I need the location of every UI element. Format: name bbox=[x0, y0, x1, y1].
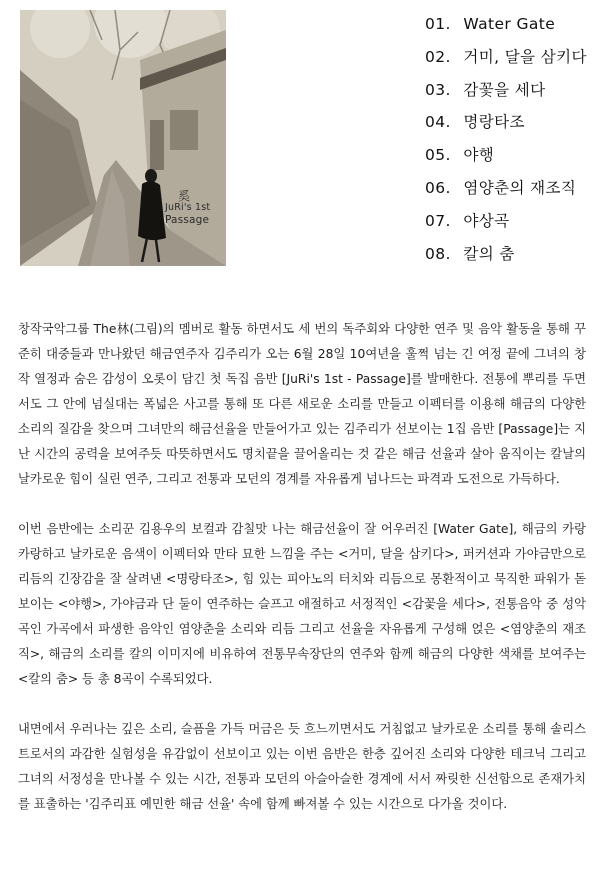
cover-artist-line: JuRi's 1st bbox=[165, 202, 211, 213]
track-item bbox=[425, 109, 587, 142]
track-number: 04. bbox=[425, 113, 451, 132]
track-item bbox=[425, 77, 587, 110]
track-title: 염양춘의 재조직 bbox=[463, 178, 577, 197]
track-number: 01. bbox=[425, 15, 451, 33]
track-list bbox=[425, 11, 587, 273]
track-title: 야행 bbox=[463, 146, 495, 165]
track-number: 05. bbox=[425, 146, 451, 165]
cover-album-line: Passage bbox=[165, 214, 210, 226]
track-number: 06. bbox=[425, 178, 451, 197]
description-paragraph: 이번 음반에는 소리꾼 김용우의 보컬과 감칠맛 나는 해금선율이 잘 어우러진 [Water Gate], 해금의 카랑카랑하고 날카로운 음색이 이펙터와 만타 묘한 느낌을 주는 <거미, 달을 삼키다>, 퍼커션과 가야금만으로 리듬의 긴장감을 잘 살려낸 <명랑타조>, 힘 있는 피아노의 터치와 리듬으로 몽환적이고 묵직한 파워가 돋보이는 <야행>, 가야금과 단 둘이 연주하는 슬프고 애절하고 서정적인 <감꽃을 세다>, 전통음악 중 성악곡인 가곡에서 파생한 음악인 염양춘을 소리와 리듬 그리고 선율을 자유롭게 구성해 얹은 <염양춘의 재조직>, 해금의 소리를 칼의 이미지에 비유하여 전통무속장단의 연주와 함께 해금의 다양한 색채를 보여주는 <칼의 춤> 등 총 8곡이 수록되었다. bbox=[18, 522, 586, 686]
track-item bbox=[425, 208, 587, 241]
track-item bbox=[425, 175, 587, 208]
svg-text:奚: 奚 bbox=[178, 189, 191, 203]
track-title: Water Gate bbox=[463, 15, 556, 33]
track-item bbox=[425, 11, 587, 44]
track-number: 03. bbox=[425, 80, 451, 99]
track-title: 거미, 달을 삼키다 bbox=[463, 47, 587, 66]
track-title: 야상곡 bbox=[463, 211, 510, 230]
track-title: 감꽃을 세다 bbox=[463, 80, 546, 99]
album-cover-photo bbox=[20, 10, 226, 266]
track-item bbox=[425, 142, 587, 175]
track-number: 02. bbox=[425, 47, 451, 66]
album-description bbox=[18, 317, 586, 842]
track-number: 08. bbox=[425, 244, 451, 263]
album-cover-brand bbox=[165, 202, 210, 226]
track-number: 07. bbox=[425, 211, 451, 230]
album-cover bbox=[20, 10, 226, 266]
track-title: 명랑타조 bbox=[463, 113, 525, 132]
track-item bbox=[425, 44, 587, 77]
description-paragraph: 창작국악그룹 The林(그림)의 멤버로 활동 하면서도 세 번의 독주회와 다양한 연주 및 음악 활동을 통해 꾸준히 대중들과 만나왔던 해금연주자 김주리가 오는 6월 28일 10여년을 훌쩍 넘는 긴 여정 끝에 그녀의 창작 열정과 숨은 감성이 오롯이 담긴 첫 독집 음반 [JuRi's 1st - Passage]를 발매한다. 전통에 뿌리를 두면서도 그 안에 넘실대는 폭넓은 사고를 통해 또 다른 새로운 소리를 만들고 이펙터를 이용해 해금의 다양한 소리의 질감을 찾으며 그녀만의 해금선율을 만들어가고 있는 김주리가 선보이는 1집 음반 [Passage]는 지난 시간의 공력을 보여주듯 따뜻하면서도 명치끝을 끌어올리는 것 같은 해금 선율과 살아 움직이는 칼날의 날카로운 힘이 실린 연주, 그리고 전통과 모던의 경계를 자유롭게 넘나드는 파격과 도전으로 가득하다. bbox=[18, 322, 586, 486]
track-item bbox=[425, 241, 587, 274]
description-paragraph: 내면에서 우러나는 깊은 소리, 슬픔을 가득 머금은 듯 흐느끼면서도 거침없고 날카로운 소리를 통해 솔리스트로서의 과감한 실험성을 유감없이 선보이고 있는 이번 음반은 한층 깊어진 소리와 다양한 테크닉 그리고 그녀의 서정성을 만나볼 수 있는 시간, 전통과 모던의 아슬아슬한 경계에 서서 짜릿한 신선함으로 존재가치를 표출하는 '김주리표 예민한 해금 선율' 속에 함께 빠져볼 수 있는 시간으로 다가올 것이다. bbox=[18, 722, 586, 811]
track-title: 칼의 춤 bbox=[463, 244, 515, 263]
